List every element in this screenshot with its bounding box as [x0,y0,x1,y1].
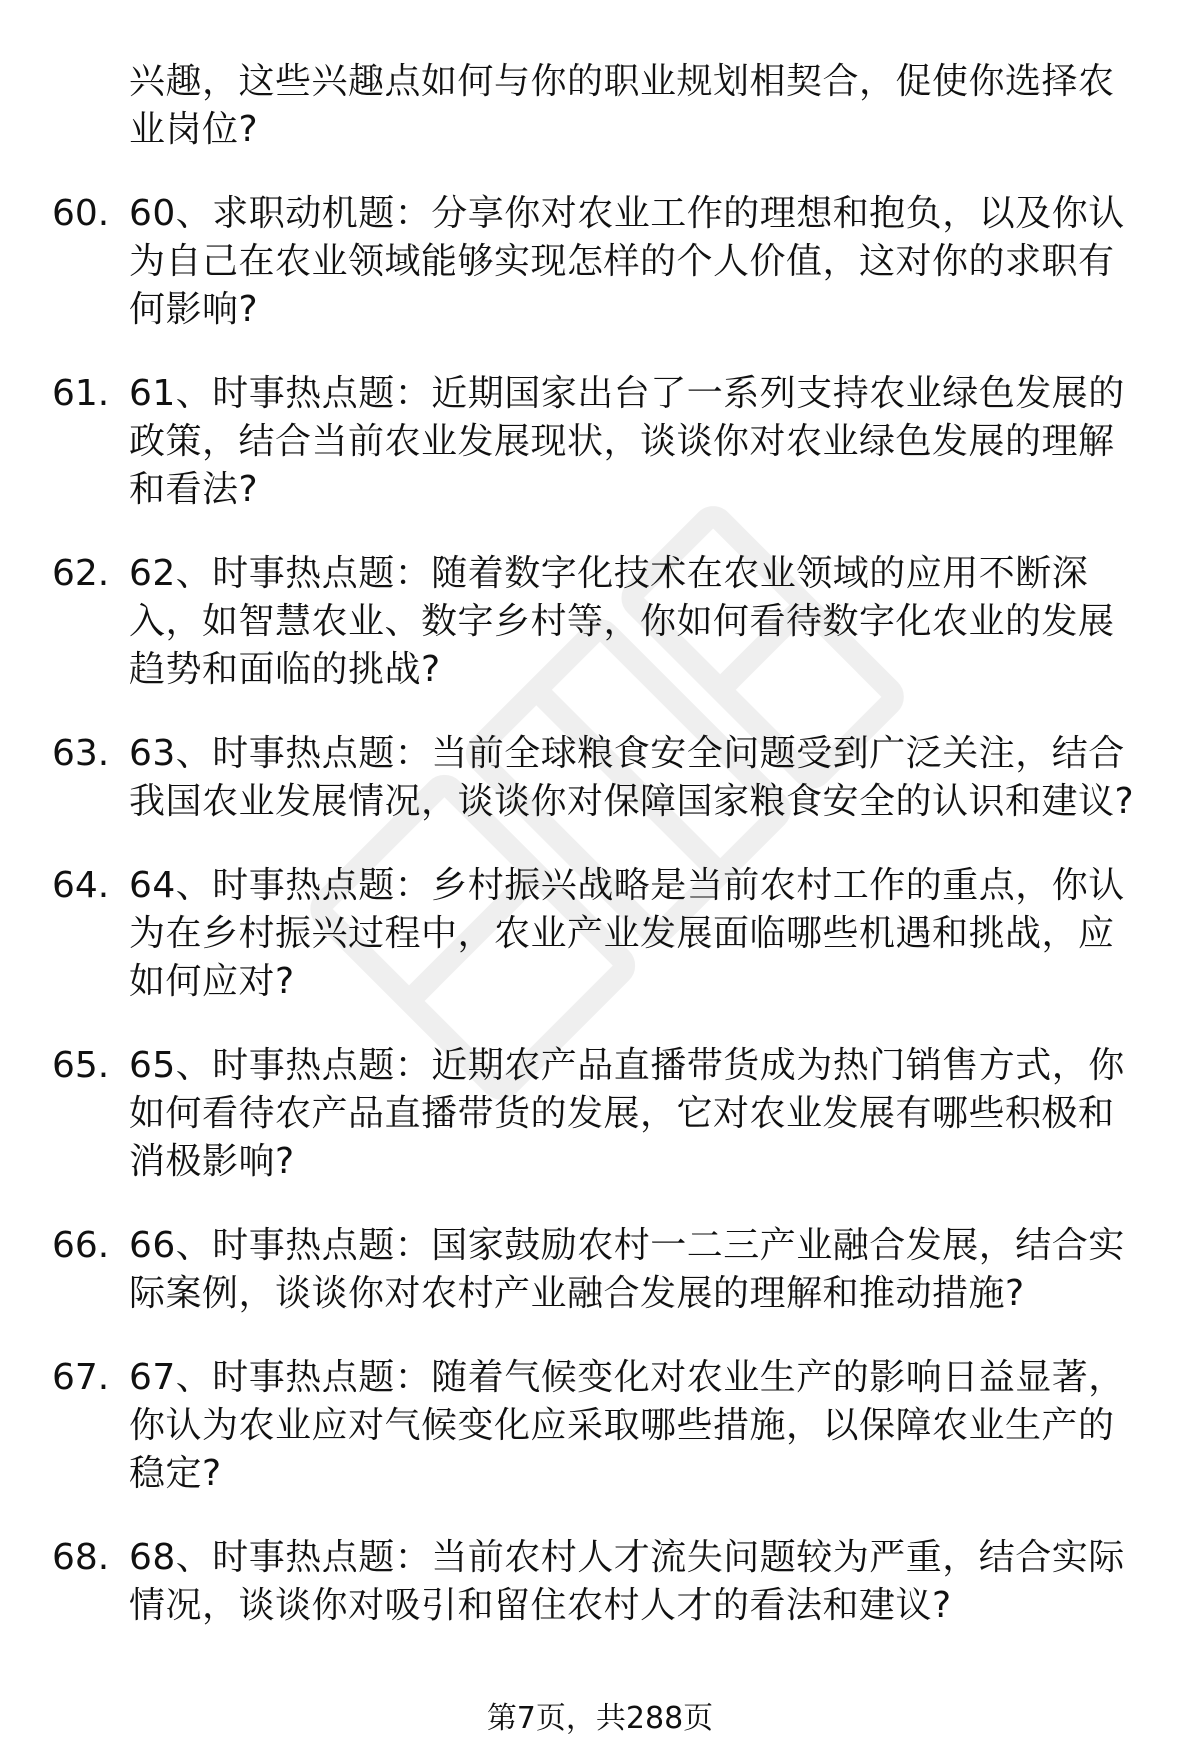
question-item [0,862,1200,1006]
question-text: 60、求职动机题：分享你对农业工作的理想和抱负，以及你认为自己在农业领域能够实现怎样的个人价值，这对你的求职有何影响? [129,193,1125,330]
question-item [0,1534,1200,1630]
question-item [0,370,1200,514]
question-number: 60. [52,193,110,234]
question-number: 64. [52,865,110,906]
question-text: 67、时事热点题：随着气候变化对农业生产的影响日益显著，你认为农业应对气候变化应采取哪些措施，以保障农业生产的稳定? [129,1357,1125,1494]
question-item [0,1042,1200,1186]
question-number: 67. [52,1357,110,1398]
question-item [0,550,1200,694]
question-text: 61、时事热点题：近期国家出台了一系列支持农业绿色发展的政策，结合当前农业发展现状，谈谈你对农业绿色发展的理解和看法? [129,373,1125,510]
question-number: 68. [52,1537,110,1578]
question-item [0,730,1200,826]
question-number: 66. [52,1225,110,1266]
question-text: 64、时事热点题：乡村振兴战略是当前农村工作的重点，你认为在乡村振兴过程中，农业产业发展面临哪些机遇和挑战，应如何应对? [129,865,1125,1002]
question-number: 63. [52,733,110,774]
question-item [0,190,1200,334]
question-text: 68、时事热点题：当前农村人才流失问题较为严重，结合实际情况，谈谈你对吸引和留住农村人才的看法和建议? [129,1537,1125,1626]
question-list [0,58,1200,1630]
question-text: 65、时事热点题：近期农产品直播带货成为热门销售方式，你如何看待农产品直播带货的发展，它对农业发展有哪些积极和消极影响? [129,1045,1125,1182]
question-text: 63、时事热点题：当前全球粮食安全问题受到广泛关注，结合我国农业发展情况，谈谈你对保障国家粮食安全的认识和建议? [129,733,1135,822]
question-number: 62. [52,553,110,594]
question-text: 62、时事热点题：随着数字化技术在农业领域的应用不断深入，如智慧农业、数字乡村等，你如何看待数字化农业的发展趋势和面临的挑战? [129,553,1115,690]
question-number: 65. [52,1045,110,1086]
continuation-text: 兴趣，这些兴趣点如何与你的职业规划相契合，促使你选择农业岗位? [129,61,1115,150]
question-item [0,1354,1200,1498]
page-footer: 第7页，共288页 [486,1701,714,1736]
question-text: 66、时事热点题：国家鼓励农村一二三产业融合发展，结合实际案例，谈谈你对农村产业融合发展的理解和推动措施? [129,1225,1125,1314]
question-item [0,1222,1200,1318]
question-number: 61. [52,373,110,414]
